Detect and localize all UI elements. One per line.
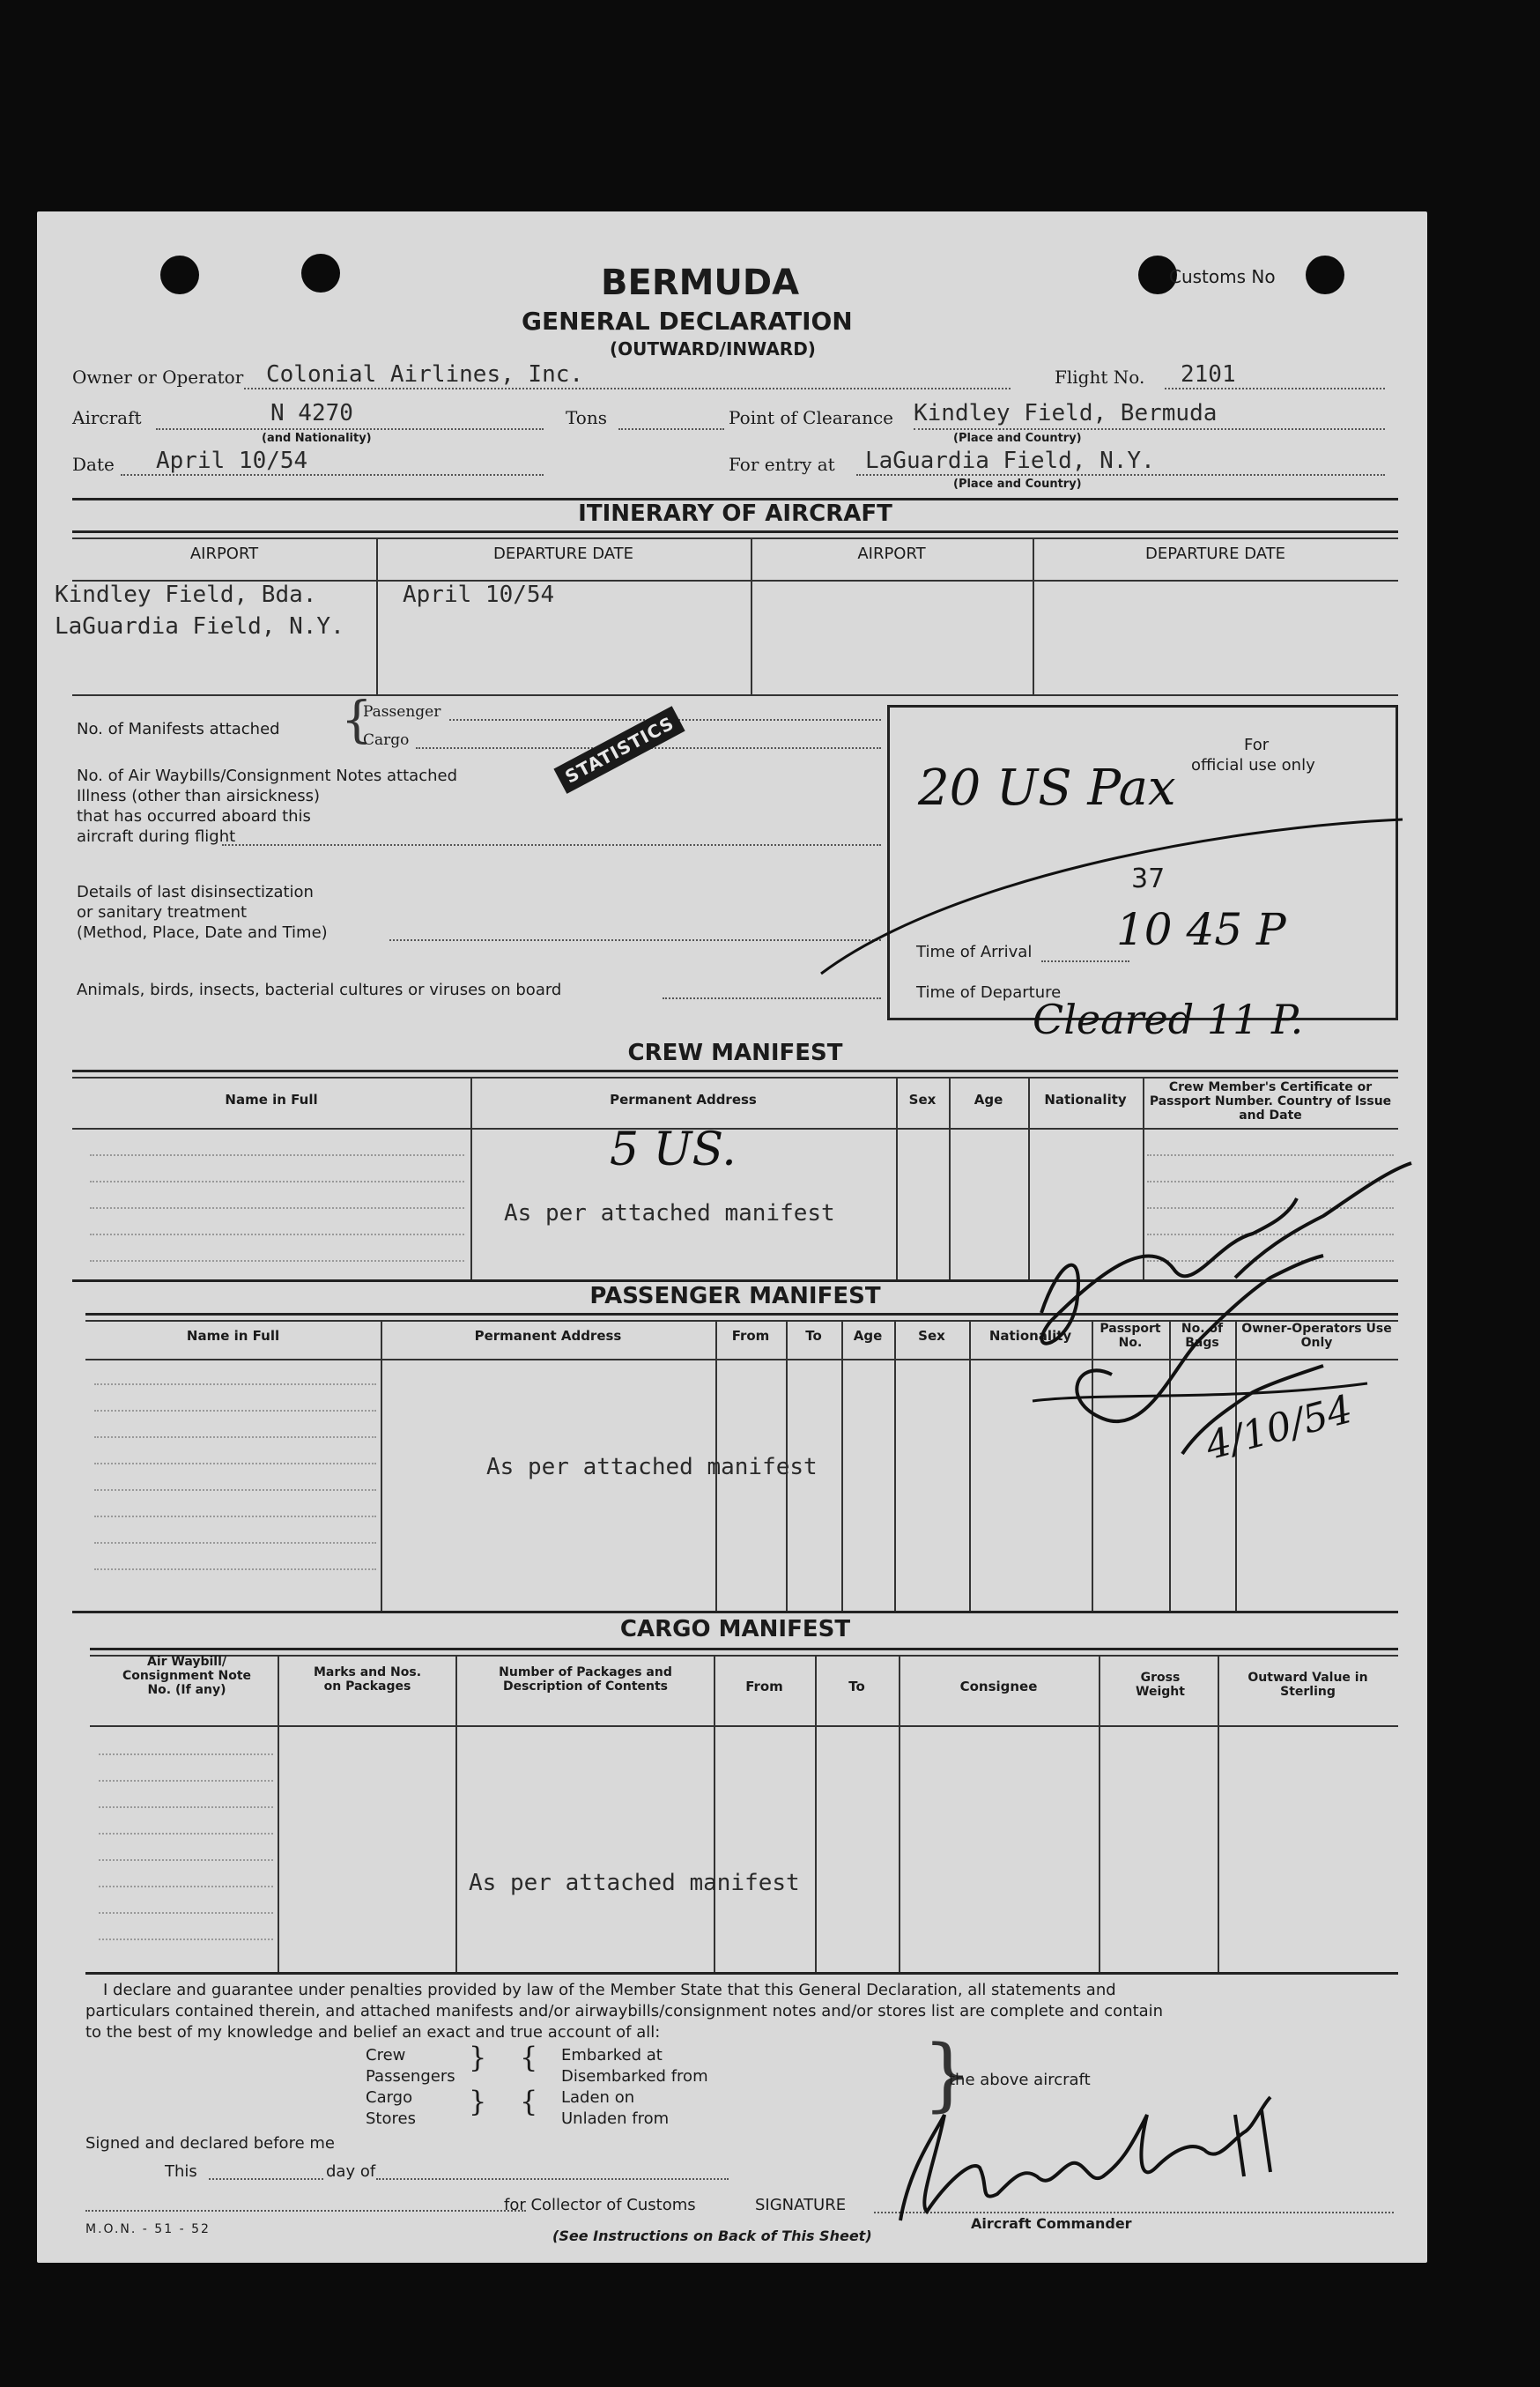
punch-hole-icon [301, 254, 340, 293]
itin-row2-airport: LaGuardia Field, N.Y. [55, 613, 344, 640]
pax-col-owner-use: Owner-Operators Use Only [1241, 1322, 1392, 1350]
aircraft-label: Aircraft [72, 407, 142, 428]
pax-col-bags: No. of Bags [1181, 1322, 1224, 1350]
pax-col-to: To [805, 1328, 822, 1344]
date-value: April 10/54 [156, 448, 308, 474]
cargo-col-from: From [745, 1679, 783, 1694]
punch-hole-icon [1306, 256, 1344, 294]
cargo-title: CARGO MANIFEST [619, 1616, 851, 1642]
cleared-note: Cleared 11 P. [1033, 996, 1304, 1043]
crew-col-certificate: Crew Member's Certificate or Passport Number. Country of Issue and Date [1149, 1080, 1392, 1123]
above-aircraft-label: the above aircraft [949, 2071, 1091, 2089]
signature-label: SIGNATURE [755, 2196, 847, 2214]
crew-col-sex: Sex [908, 1092, 937, 1108]
collector-label: for Collector of Customs [504, 2196, 696, 2214]
crew-col-nationality: Nationality [1044, 1092, 1127, 1108]
crew-title: CREW MANIFEST [627, 1040, 843, 1066]
illness-label-3: aircraft during flight [77, 827, 236, 846]
waybills-label: No. of Air Waybills/Consignment Notes attached [77, 767, 457, 785]
tons-label: Tons [566, 407, 607, 428]
illness-label-2: that has occurred aboard this [77, 807, 311, 826]
passenger-count-label: Passenger [363, 703, 441, 721]
decl-left-passengers: Passengers [366, 2067, 455, 2086]
crew-col-name: Name in Full [225, 1092, 318, 1108]
itin-row1-departure: April 10/54 [403, 582, 555, 608]
itin-col-airport-2: AIRPORT [857, 545, 926, 563]
itin-col-departure-1: DEPARTURE DATE [492, 545, 634, 563]
decl-left-crew: Crew [366, 2046, 406, 2065]
passenger-title: PASSENGER MANIFEST [589, 1283, 881, 1309]
day-of-label: day of [326, 2162, 376, 2181]
animals-label: Animals, birds, insects, bacterial cultures or viruses on board [77, 981, 562, 999]
itin-col-departure-2: DEPARTURE DATE [1144, 545, 1286, 563]
this-label: This [165, 2162, 197, 2181]
official-for-label: For [1244, 736, 1270, 754]
decl-left-stores: Stores [366, 2109, 416, 2128]
crew-col-age: Age [974, 1092, 1003, 1108]
disinsect-label-3: (Method, Place, Date and Time) [77, 923, 328, 942]
cargo-col-packages: Number of Packages and Description of Contents [499, 1665, 672, 1694]
disinsect-label-2: or sanitary treatment [77, 903, 248, 922]
cargo-count-label: Cargo [363, 731, 410, 749]
declaration-line-1: I declare and guarantee under penalties provided by law of the Member State that this General Declaration, all statements and [103, 1981, 1116, 1999]
decl-right-laden: Laden on [561, 2088, 635, 2107]
cargo-col-to: To [848, 1679, 865, 1694]
commander-label: Aircraft Commander [971, 2215, 1132, 2232]
declaration-form-sheet: BERMUDA GENERAL DECLARATION (OUTWARD/INWARD) Customs No Owner or Operator Colonial Airlines, Inc. Flight No. 2101 Aircraft N 4270 (and Nationality) Tons Point of Clearance Kindley Field, Bermuda (Place and Country) Date April 10/54 For entry at LaGuardia Field, N.Y. (Place and Country) ITINERARY OF AIRCRAFT AIRPORT DEPARTURE DATE AIRPORT DEPARTURE DATE Kindley Field, Bda. April 10/54 LaGuardia Field, N.Y. No. of Manifests attached { Passenger Cargo No. of Air Waybills/Consignment Notes attached Illness (other than airsickness) that has occurred aboard this aircraft during flight STATISTICS Details of last disinsectization or sanitary treatment (Method, Place, Date and Time) Animals, birds, insects, bacterial cultures or viruses on board For official use only 20 US Pax 37 Time of Arrival 10 45 P Time of Departure Cleared 11 P. CREW MANIFEST Name in Full Permanent Address Sex Age Nationality Crew Member's Certificate or Passport Number. Country of Issue and Date 5 US. As per attached manifest PASSENGER MANIFEST Name in Full Permanent Address From To Age Sex Nationality Passport No. No. of Bags Owner-Operators Use Only As per attached manifest 4/10/54 CARGO MANIFEST Air Waybill/ Consignment Note No. (If any) Marks and Nos. on Packages Number of Packages and Description of Contents From To Consignee Gross Weight Outward Value in Sterling As per attached manifest I declare and guarantee under penalties provided by law of the Member State that this General Declaration, all statements and particulars contained therein, and attached manifests and/or airwaybills/consignment notes and/or stores list are complete and contain to the best of my knowledge and belief an exact and true account of all: Crew Passengers Cargo Stores } } { { Embarked at Disembarked from Laden on Unladen from } the above aircraft Signed and declared before me This day of for Collector of Customs SIGNATURE Aircraft Commander (See Instructions on Back of This Sheet) M.O.N. - 51 - 52 [37, 211, 1427, 2263]
official-count: 37 [1131, 864, 1166, 894]
crew-handwritten-note: 5 US. [610, 1123, 737, 1176]
owner-value: Colonial Airlines, Inc. [266, 361, 584, 388]
itin-col-airport-1: AIRPORT [189, 545, 259, 563]
crew-col-address: Permanent Address [610, 1092, 757, 1108]
pax-col-address: Permanent Address [474, 1328, 622, 1344]
signed-before-label: Signed and declared before me [85, 2134, 335, 2153]
cargo-col-consignee: Consignee [959, 1679, 1038, 1694]
country-title: BERMUDA [601, 263, 800, 303]
clearance-sub: (Place and Country) [953, 432, 1082, 445]
pax-col-age: Age [853, 1328, 883, 1344]
commander-signature-icon [883, 2079, 1306, 2229]
official-use-label: official use only [1191, 756, 1315, 775]
punch-hole-icon [160, 256, 199, 294]
entry-value: LaGuardia Field, N.Y. [865, 448, 1155, 474]
form-subtitle: (OUTWARD/INWARD) [610, 338, 816, 360]
date-label: Date [72, 454, 115, 475]
pen-stroke-curve [812, 775, 1411, 978]
aircraft-value: N 4270 [270, 400, 353, 426]
crew-attached-note: As per attached manifest [504, 1200, 835, 1227]
departure-time-label: Time of Departure [916, 983, 1062, 1002]
pax-col-sex: Sex [918, 1328, 945, 1344]
entry-sub: (Place and Country) [953, 478, 1082, 491]
cargo-col-value: Outward Value in Sterling [1248, 1671, 1368, 1699]
entry-label: For entry at [729, 454, 835, 475]
statistics-stamp: STATISTICS [553, 706, 685, 794]
arrival-value: 10 45 P [1116, 904, 1286, 955]
pax-col-from: From [731, 1328, 770, 1344]
decl-right-disembarked: Disembarked from [561, 2067, 708, 2086]
decl-left-cargo: Cargo [366, 2088, 413, 2107]
form-title: GENERAL DECLARATION [522, 307, 853, 336]
manifests-label: No. of Manifests attached [77, 720, 280, 738]
disinsect-label-1: Details of last disinsectization [77, 883, 314, 901]
instructions-note: (See Instructions on Back of This Sheet) [552, 2228, 872, 2244]
declaration-line-3: to the best of my knowledge and belief an exact and true account of all: [85, 2023, 661, 2042]
itin-row1-airport: Kindley Field, Bda. [55, 582, 317, 608]
clearance-label: Point of Clearance [729, 407, 894, 428]
cargo-attached-note: As per attached manifest [469, 1870, 800, 1896]
illness-label-1: Illness (other than airsickness) [77, 787, 320, 805]
clearance-value: Kindley Field, Bermuda [914, 400, 1218, 426]
pax-col-passport: Passport No. [1099, 1322, 1161, 1350]
itinerary-title: ITINERARY OF AIRCRAFT [578, 500, 892, 527]
decl-right-unladen: Unladen from [561, 2109, 670, 2128]
pax-col-name: Name in Full [186, 1328, 280, 1344]
customs-no-label: Customs No [1169, 266, 1276, 287]
form-code: M.O.N. - 51 - 52 [85, 2222, 211, 2236]
cargo-col-weight: Gross Weight [1136, 1671, 1185, 1699]
pax-attached-note: As per attached manifest [486, 1454, 818, 1480]
decl-right-embarked: Embarked at [561, 2046, 663, 2065]
declaration-line-2: particulars contained therein, and attached manifests and/or airwaybills/consignment notes and/or stores list are complete and contain [85, 2002, 1164, 2020]
flight-label: Flight No. [1055, 367, 1145, 388]
owner-label: Owner or Operator [72, 367, 244, 388]
cargo-col-waybill: Air Waybill/ Consignment Note No. (If any) [122, 1655, 252, 1697]
aircraft-sub: (and Nationality) [262, 432, 372, 445]
arrival-label: Time of Arrival [916, 943, 1033, 961]
pax-col-nationality: Nationality [988, 1328, 1072, 1344]
pax-initials-date: 4/10/54 [1201, 1386, 1358, 1470]
flight-value: 2101 [1181, 361, 1236, 388]
pax-handwritten-note: 20 US Pax [918, 760, 1176, 817]
cargo-col-marks: Marks and Nos. on Packages [313, 1665, 422, 1694]
